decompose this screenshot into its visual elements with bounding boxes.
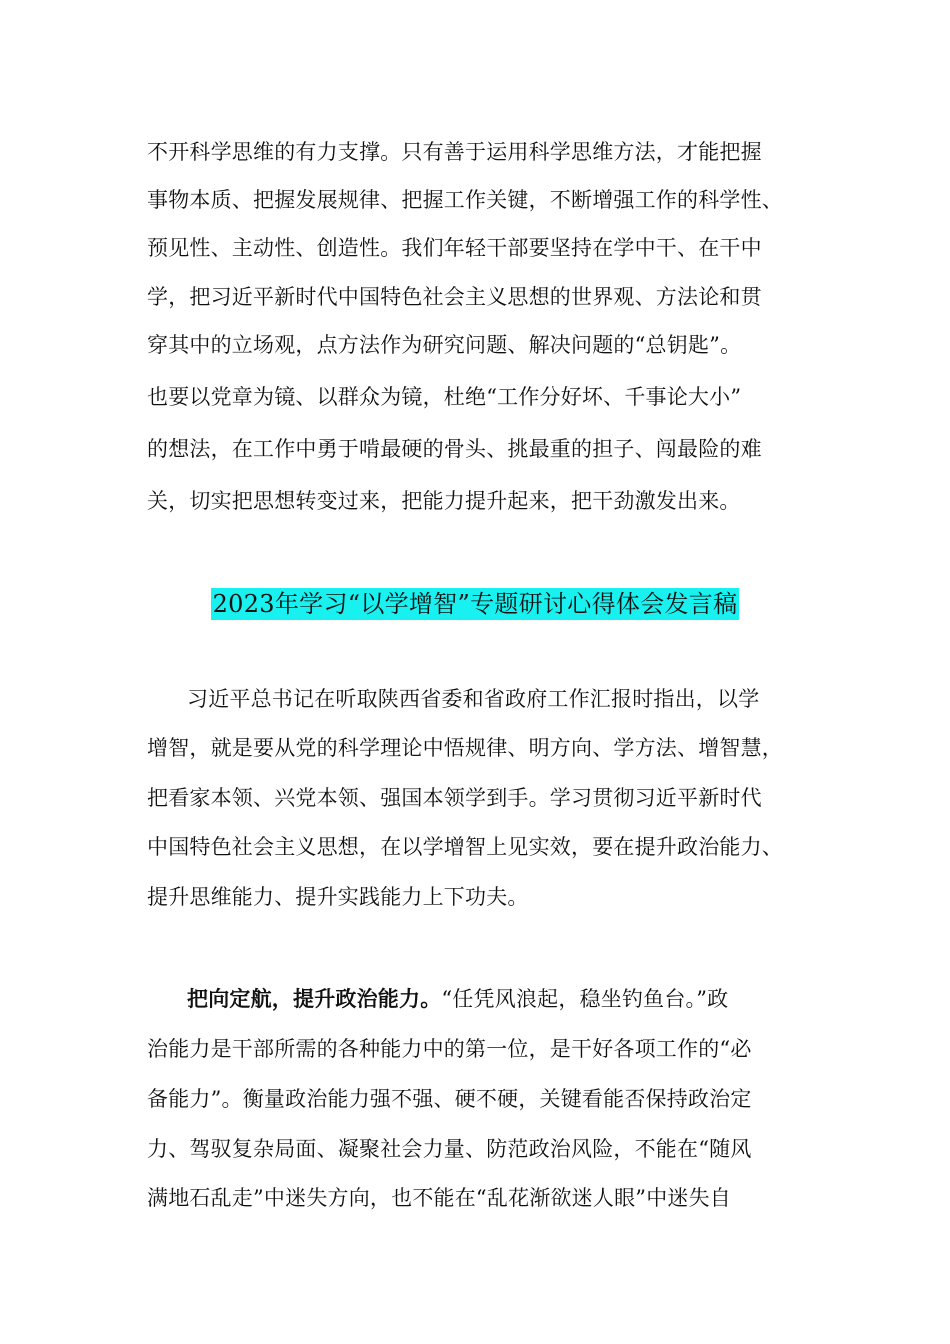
paragraph-line: 增智，就是要从党的科学理论中悟规律、明方向、学方法、增智慧， [147, 736, 783, 760]
paragraph-line: 关，切实把思想转变过来，把能力提升起来，把干劲激发出来。 [147, 489, 741, 513]
paragraph-line: 也要以党章为镜、以群众为镜，杜绝“工作分好坏、千事论大小” [147, 385, 742, 409]
paragraph-line: 穿其中的立场观，点方法作为研究问题、解决问题的“总钥匙”。 [147, 333, 742, 357]
paragraph-line: 备能力”。衡量政治能力强不强、硬不硬，关键看能否保持政治定 [147, 1087, 752, 1111]
paragraph-line: 预见性、主动性、创造性。我们年轻干部要坚持在学中干、在干中 [147, 236, 762, 260]
paragraph-line: 学，把习近平新时代中国特色社会主义思想的世界观、方法论和贯 [147, 285, 762, 309]
paragraph-line: 治能力是干部所需的各种能力中的第一位，是干好各项工作的“必 [147, 1037, 752, 1061]
section-heading: 2023年学习“以学增智”专题研讨心得体会发言稿 [212, 590, 738, 618]
paragraph-line: 的想法，在工作中勇于啃最硬的骨头、挑最重的担子、闯最险的难 [147, 437, 762, 461]
paragraph-line: 中国特色社会主义思想，在以学增智上见实效，要在提升政治能力、 [147, 835, 783, 859]
paragraph-line: 把看家本领、兴党本领、强国本领学到手。学习贯彻习近平新时代 [147, 786, 762, 810]
paragraph-line: 习近平总书记在听取陕西省委和省政府工作汇报时指出，以学 [187, 687, 760, 711]
paragraph-line: 满地石乱走”中迷失方向，也不能在“乱花渐欲迷人眼”中迷失自 [147, 1186, 732, 1210]
paragraph-line: 力、驾驭复杂局面、凝聚社会力量、防范政治风险，不能在“随风 [147, 1137, 752, 1161]
paragraph-first-line [187, 984, 817, 1014]
paragraph-text: “任凭风浪起，稳坐钓鱼台。”政 [441, 987, 729, 1011]
bold-lead-sentence: 把向定航，提升政治能力。 [187, 986, 442, 1011]
paragraph-line: 提升思维能力、提升实践能力上下功夫。 [147, 885, 529, 909]
section-heading-container [0, 588, 950, 620]
paragraph-line: 事物本质、把握发展规律、把握工作关键，不断增强工作的科学性、 [147, 188, 783, 212]
paragraph-line: 不开科学思维的有力支撑。只有善于运用科学思维方法，才能把握 [147, 140, 762, 164]
